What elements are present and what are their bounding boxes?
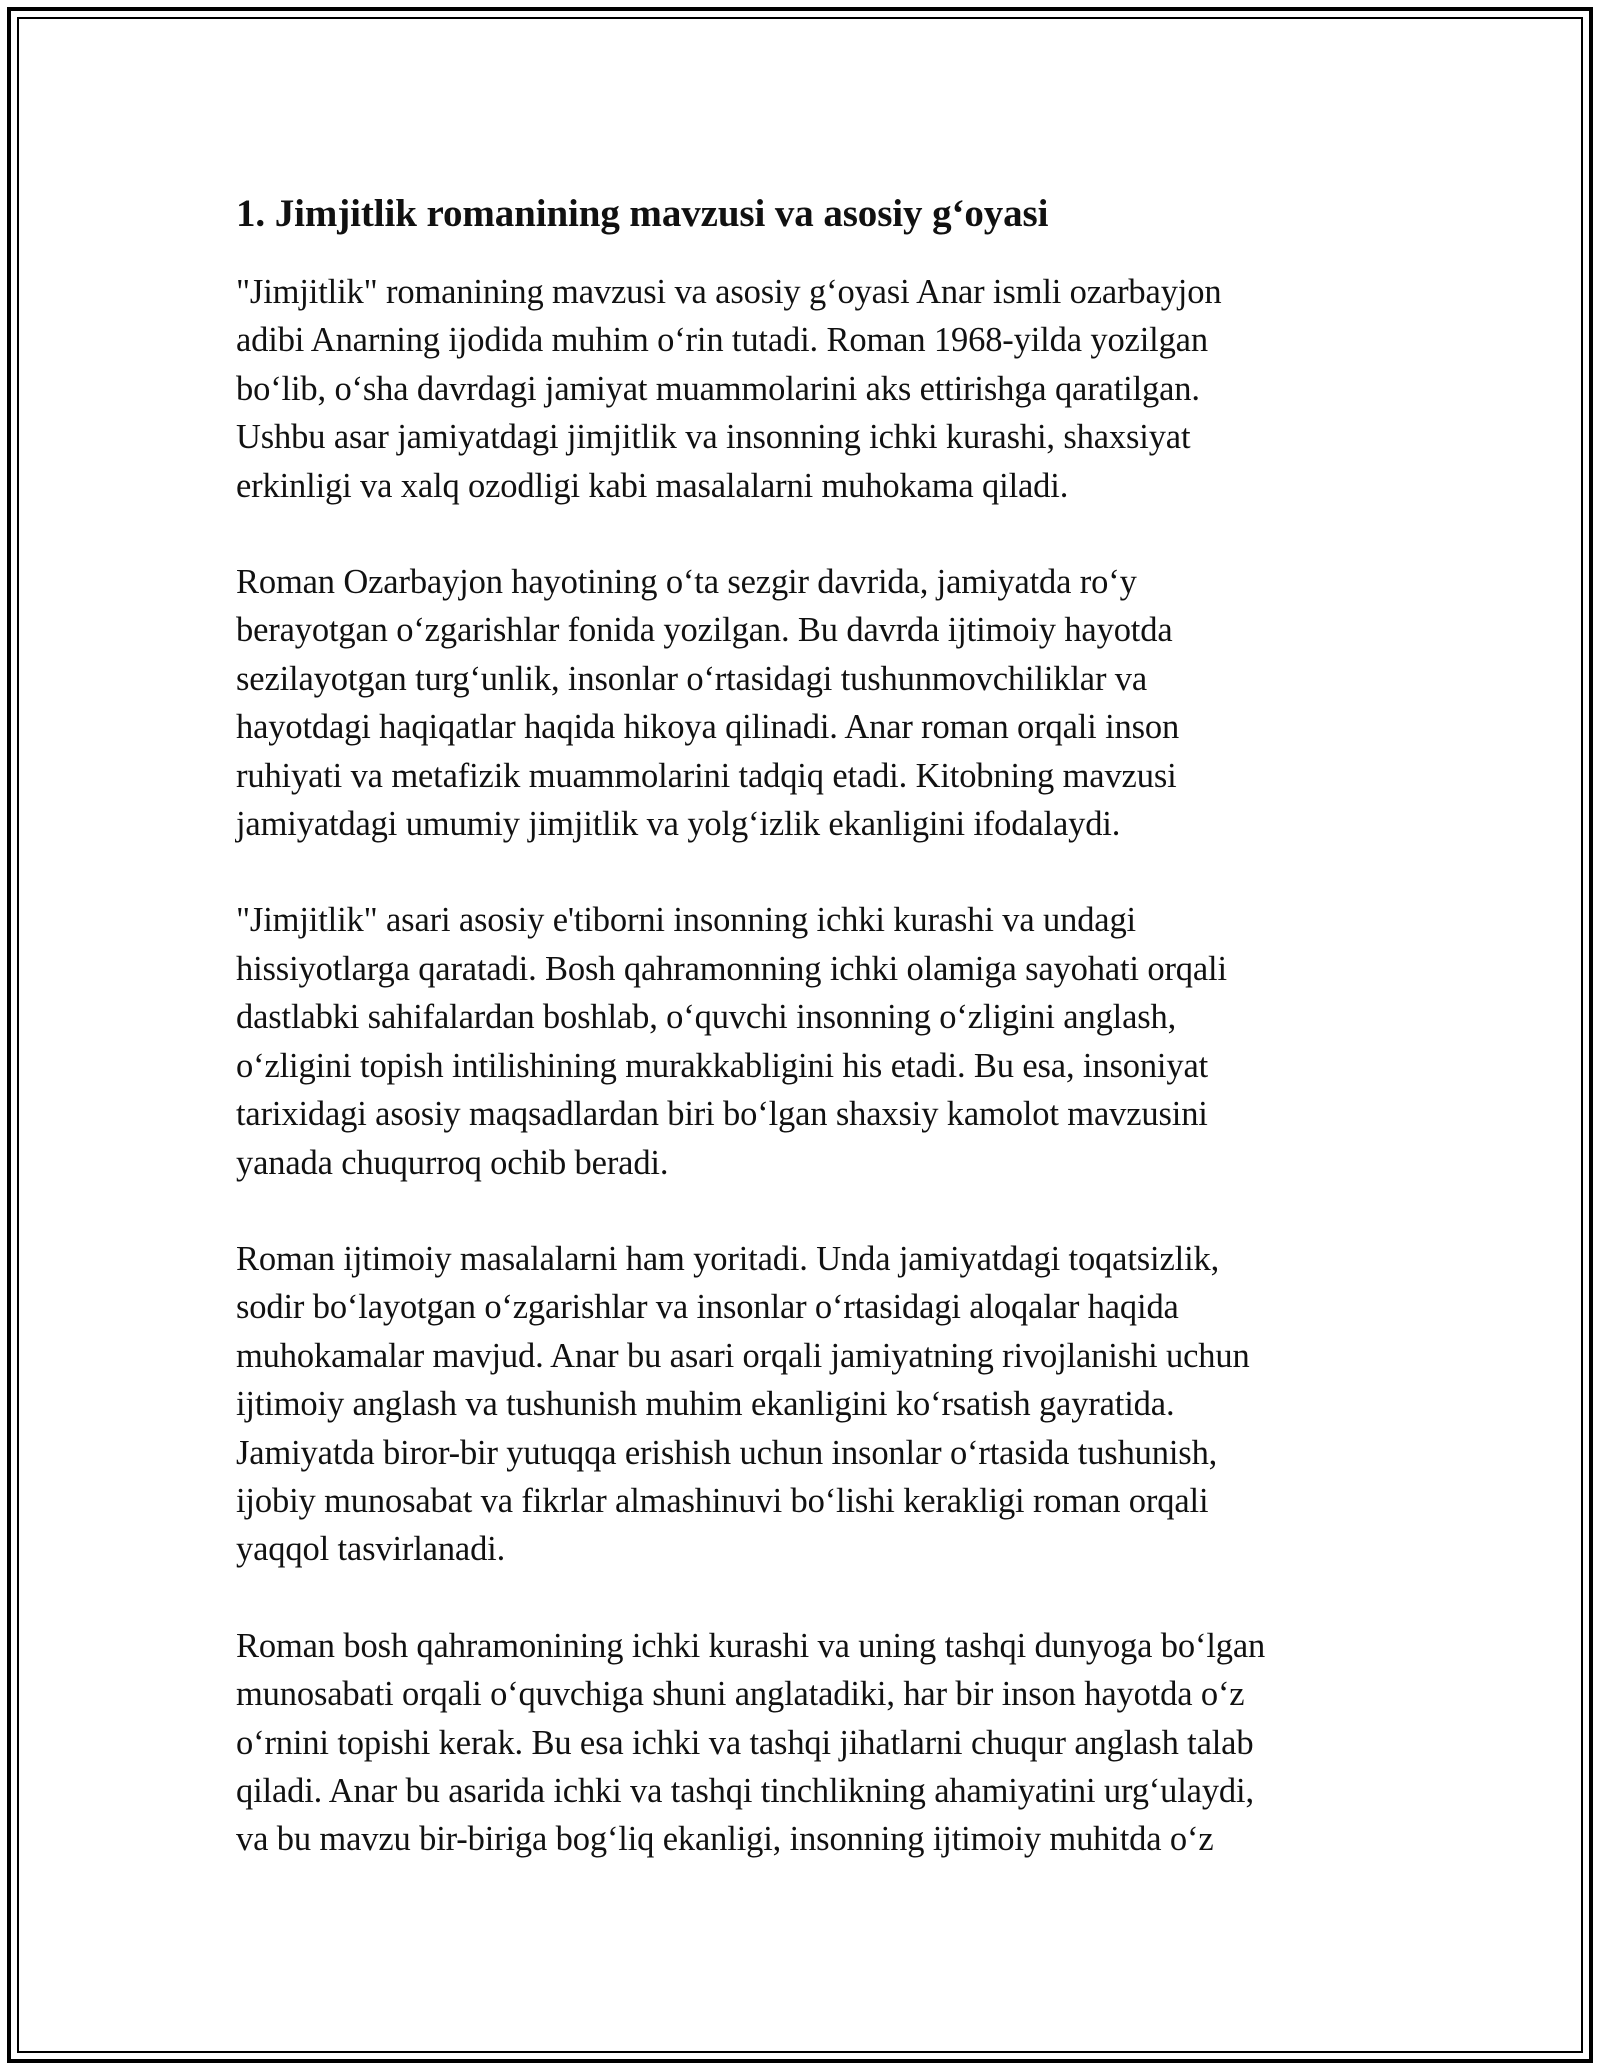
text-line: jamiyatdagi umumiy jimjitlik va yolg‘izlik ekanligini ifodalaydi. <box>236 805 1121 844</box>
text-line: "Jimjitlik" asari asosiy e'tiborni insonning ichki kurashi va undagi <box>236 901 1136 940</box>
text-line: munosabati orqali o‘quvchiga shuni anglatadiki, har bir inson hayotda o‘z <box>236 1675 1245 1714</box>
text-line: sodir bo‘layotgan o‘zgarishlar va insonlar o‘rtasidagi aloqalar haqida <box>236 1288 1179 1327</box>
document-body <box>236 188 1366 1912</box>
paragraph-5 <box>236 1622 1366 1864</box>
text-line: hissiyotlarga qaratadi. Bosh qahramonning ichki olamiga sayohati orqali <box>236 949 1227 988</box>
text-line: Roman ijtimoiy masalalarni ham yoritadi. Unda jamiyatdagi toqatsizlik, <box>236 1239 1220 1278</box>
text-line: tarixidagi asosiy maqsadlardan biri bo‘lgan shaxsiy kamolot mavzusini <box>236 1095 1208 1134</box>
text-line: va bu mavzu bir-biriga bog‘liq ekanligi, insonning ijtimoiy muhitda o‘z <box>236 1820 1214 1859</box>
text-line: Roman Ozarbayjon hayotining o‘ta sezgir davrida, jamiyatda ro‘y <box>236 563 1137 602</box>
text-line: Ushbu asar jamiyatdagi jimjitlik va insonning ichki kurashi, shaxsiyat <box>236 418 1191 457</box>
text-line: o‘rnini topishi kerak. Bu esa ichki va tashqi jihatlarni chuqur anglash talab <box>236 1723 1254 1762</box>
text-line: "Jimjitlik" romanining mavzusi va asosiy g‘oyasi Anar ismli ozarbayjon <box>236 273 1222 311</box>
text-line: Roman bosh qahramonining ichki kurashi va uning tashqi dunyoga bo‘lgan <box>236 1626 1266 1665</box>
text-line: erkinligi va xalq ozodligi kabi masalalarni muhokama qiladi. <box>236 466 1069 505</box>
text-line: o‘zligini topish intilishining murakkabligini his etadi. Bu esa, insoniyat <box>236 1046 1209 1085</box>
paragraph-4 <box>236 1235 1366 1574</box>
text-line: ruhiyati va metafizik muammolarini tadqiq etadi. Kitobning mavzusi <box>236 756 1177 795</box>
text-line: yanada chuqurroq ochib beradi. <box>236 1143 669 1182</box>
text-line: ijobiy munosabat va fikrlar almashinuvi bo‘lishi kerakligi roman orqali <box>236 1481 1209 1520</box>
text-line: hayotdagi haqiqatlar haqida hikoya qilinadi. Anar roman orqali inson <box>236 708 1180 747</box>
text-line: sezilayotgan turg‘unlik, insonlar o‘rtasidagi tushunmovchiliklar va <box>236 659 1148 698</box>
text-line: ijtimoiy anglash va tushunish muhim ekanligini ko‘rsatish gayratida. <box>236 1385 1175 1424</box>
text-line: qiladi. Anar bu asarida ichki va tashqi tinchlikning ahamiyatini urg‘ulaydi, <box>236 1771 1254 1810</box>
text-line: Jamiyatda biror-bir yutuqqa erishish uchun insonlar o‘rtasida tushunish, <box>236 1433 1218 1472</box>
paragraph-2 <box>236 558 1366 848</box>
text-line: dastlabki sahifalardan boshlab, o‘quvchi insonning o‘zligini anglash, <box>236 998 1177 1037</box>
paragraph-3 <box>236 896 1366 1186</box>
text-line: adibi Anarning ijodida muhim o‘rin tutadi. Roman 1968-yilda yozilgan <box>236 321 1208 360</box>
section-heading: 1. Jimjitlik romanining mavzusi va asosiy g‘oyasi <box>236 192 1049 235</box>
text-line: bo‘lib, o‘sha davrdagi jamiyat muammolarini aks ettirishga qaratilgan. <box>236 369 1200 408</box>
text-line: berayotgan o‘zgarishlar fonida yozilgan. Bu davrda ijtimoiy hayotda <box>236 611 1173 650</box>
paragraph-1 <box>236 268 1366 510</box>
text-line: yaqqol tasvirlanadi. <box>236 1530 506 1569</box>
text-line: muhokamalar mavjud. Anar bu asari orqali jamiyatning rivojlanishi uchun <box>236 1336 1250 1375</box>
